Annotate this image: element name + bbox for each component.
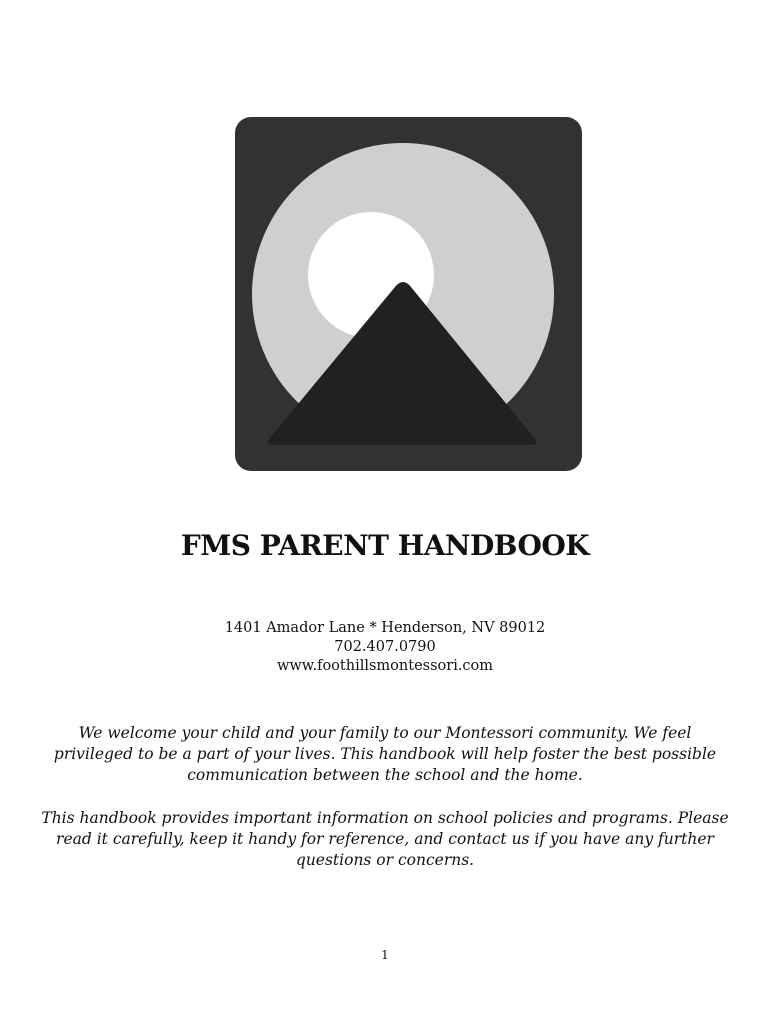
- school-logo: [235, 117, 582, 471]
- contact-info: [0, 619, 770, 676]
- page-number: 1: [381, 948, 389, 962]
- info-paragraph: This handbook provides important information on school policies and programs. Please read it carefully, keep it handy for reference, and contact us if you have any further questions or concerns.: [41, 809, 729, 869]
- mountain-moon-logo-icon: [235, 117, 582, 471]
- document-title: FMS PARENT HANDBOOK: [180, 529, 590, 562]
- phone-text: 702.407.0790: [334, 639, 436, 655]
- welcome-paragraph: We welcome your child and your family to our Montessori community. We feel privileged to be a part of your lives. This handbook will help foster the best possible communication between the school and the home.: [53, 724, 717, 784]
- address-text: 1401 Amador Lane * Henderson, NV 89012: [224, 620, 546, 636]
- website-text: www.foothillsmontessori.com: [276, 658, 494, 674]
